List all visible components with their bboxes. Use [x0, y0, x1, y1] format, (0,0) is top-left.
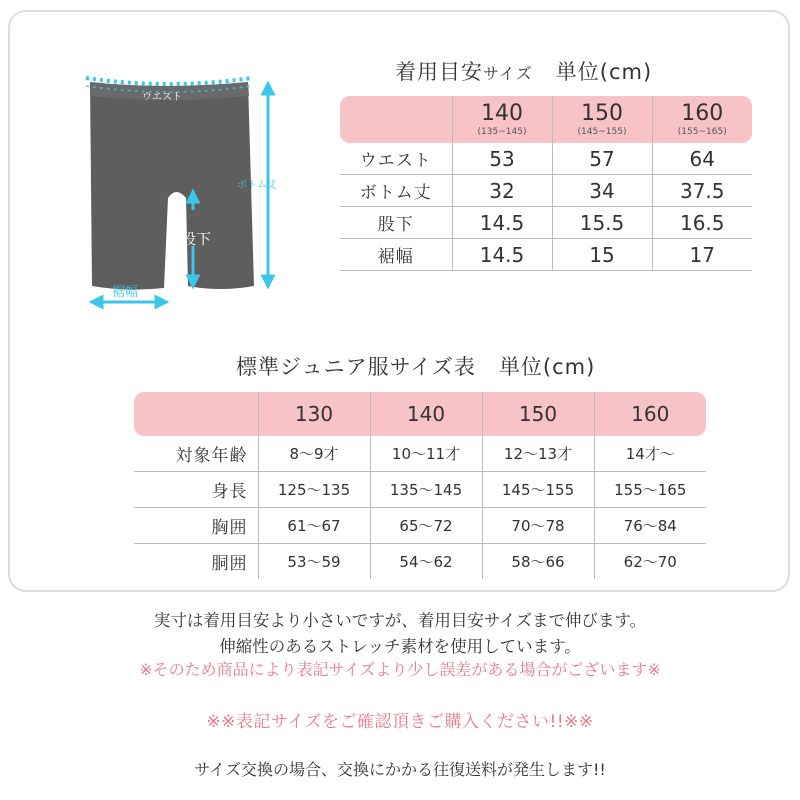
table-cell: 53: [452, 143, 552, 175]
size-table-title: [395, 56, 652, 86]
table-cell: 15.5: [552, 207, 652, 239]
table-cell: 34: [552, 175, 652, 207]
table-header-row: [134, 392, 706, 436]
header-corner: [340, 96, 452, 143]
table-cell: 135～145: [370, 472, 482, 508]
header-size-150: 150 (145~155): [552, 96, 652, 143]
table-cell: 10～11才: [370, 436, 482, 472]
table-cell: 16.5: [652, 207, 752, 239]
junior-table-unit: 単位(cm): [498, 355, 596, 379]
table-cell: 17: [652, 239, 752, 271]
header-size: 140: [370, 392, 482, 436]
header-size-160: 160 (155~165): [652, 96, 752, 143]
table-cell: 62～70: [594, 544, 706, 580]
note-size-variance: ※そのため商品により表記サイズより少し誤差がある場合がございます※: [139, 660, 661, 679]
shorts-shape: [90, 82, 254, 290]
size-table-title-main: 着用目安: [395, 60, 483, 84]
header-size: 160: [594, 392, 706, 436]
table-row: [134, 472, 706, 508]
table-cell: 145～155: [482, 472, 594, 508]
table-row: [340, 239, 752, 271]
junior-size-table: [134, 392, 706, 579]
table-row: [134, 544, 706, 580]
table-cell: 54～62: [370, 544, 482, 580]
table-cell: 15: [552, 239, 652, 271]
table-cell: 58～66: [482, 544, 594, 580]
note-exchange-shipping: サイズ交換の場合、交換にかかる往復送料が発生します!!: [194, 760, 606, 779]
size-table-unit: 単位(cm): [555, 60, 653, 84]
table-cell: 70～78: [482, 508, 594, 544]
size-table-title-small: サイズ: [483, 64, 533, 83]
row-label: 対象年齢: [134, 436, 258, 472]
table-cell: 155～165: [594, 472, 706, 508]
label-hem: 裾幅: [112, 285, 139, 300]
header-size: 130: [258, 392, 370, 436]
label-waist: ウエスト: [142, 92, 182, 103]
table-row: [340, 207, 752, 239]
table-cell: 37.5: [652, 175, 752, 207]
table-row: [134, 436, 706, 472]
note-stretch-material: 伸縮性のあるストレッチ素材を使用しています。: [219, 637, 581, 656]
note-confirm-size: ※※表記サイズをご確認頂きご購入ください!!※※: [206, 712, 594, 732]
junior-table-title-text: 標準ジュニア服サイズ表: [236, 355, 476, 379]
header-size-140: 140 (135~145): [452, 96, 552, 143]
label-bottom-length: ボトム丈: [237, 180, 277, 191]
table-cell: 14才～: [594, 436, 706, 472]
row-label: 股下: [340, 207, 452, 239]
row-label: 裾幅: [340, 239, 452, 271]
row-label: 身長: [134, 472, 258, 508]
label-inseam: 股下: [181, 230, 212, 248]
shorts-illustration: [68, 60, 308, 320]
table-header-row: [340, 96, 752, 143]
header-corner: [134, 392, 258, 436]
wearing-size-table: [340, 96, 752, 271]
row-label: 胸囲: [134, 508, 258, 544]
table-row: [340, 175, 752, 207]
table-cell: 76～84: [594, 508, 706, 544]
header-size: 150: [482, 392, 594, 436]
table-row: [134, 508, 706, 544]
waist-dotted-line: [86, 78, 252, 84]
table-cell: 64: [652, 143, 752, 175]
table-cell: 57: [552, 143, 652, 175]
note-actual-size: 実寸は着用目安より小さいですが、着用目安サイズまで伸びます。: [153, 611, 647, 630]
table-cell: 14.5: [452, 239, 552, 271]
junior-table-title: [236, 351, 595, 381]
table-cell: 8～9才: [258, 436, 370, 472]
table-cell: 14.5: [452, 207, 552, 239]
row-label: 胴囲: [211, 554, 248, 574]
table-cell: 65～72: [370, 508, 482, 544]
row-label: ウエスト: [340, 143, 452, 175]
table-cell: 61～67: [258, 508, 370, 544]
table-cell: 32: [452, 175, 552, 207]
table-cell: 125～135: [258, 472, 370, 508]
table-cell: 53～59: [258, 544, 370, 580]
table-row: [340, 143, 752, 175]
row-label: ボトム丈: [340, 175, 452, 207]
table-cell: 12～13才: [482, 436, 594, 472]
